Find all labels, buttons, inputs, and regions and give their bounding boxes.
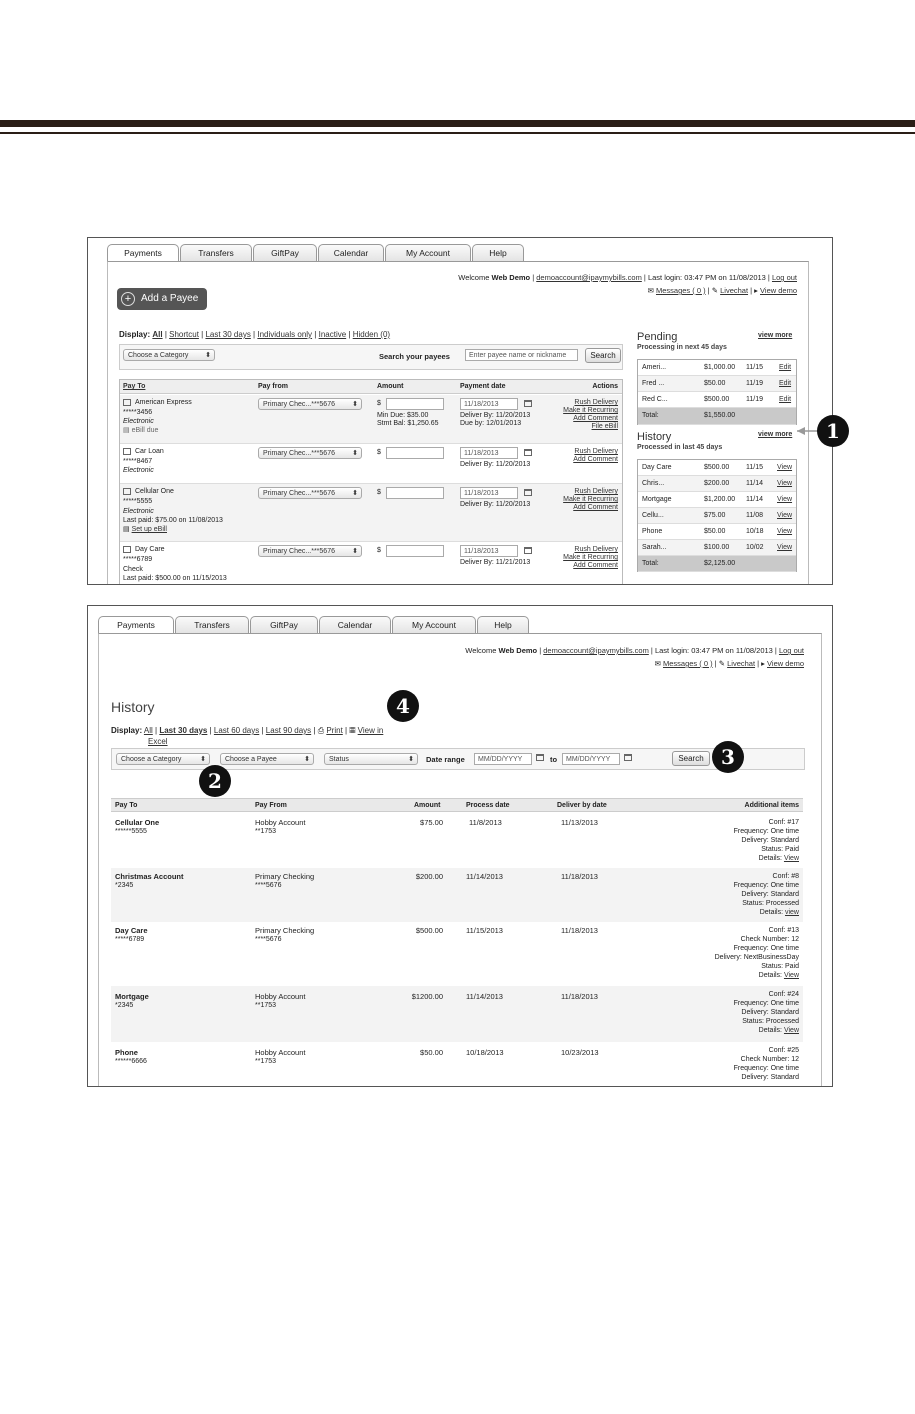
- payees-table: [119, 379, 623, 585]
- min-due: Min Due: $35.00: [377, 412, 429, 419]
- history-row: Cellu... $75.00 11/08 View: [638, 508, 796, 524]
- additional-items: Conf: #24 Frequency: One time Delivery: Standard Status: Processed Details: View: [733, 991, 799, 1034]
- calendar-icon[interactable]: [524, 489, 532, 496]
- amount-currency: $: [377, 489, 381, 496]
- history-row: [111, 868, 803, 922]
- payments-screenshot: [87, 237, 833, 585]
- pay-from-number: **1753: [255, 1002, 277, 1009]
- col-pay-to[interactable]: Pay To: [123, 383, 146, 390]
- pending-row: Ameri... $1,000.00 11/15 Edit: [638, 360, 796, 376]
- logout-link[interactable]: Log out: [771, 273, 797, 282]
- edit-link[interactable]: Edit: [779, 380, 792, 387]
- filter-last-90-days[interactable]: Last 90 days: [265, 726, 312, 735]
- make-recurring-link[interactable]: Make it Recurring: [563, 407, 618, 414]
- pending-row: Fred ... $50.00 11/19 Edit: [638, 376, 796, 392]
- payment-date-input[interactable]: 11/18/2013: [460, 447, 518, 459]
- messages-link[interactable]: Messages ( 0 ): [662, 659, 713, 668]
- callout-2: 2: [199, 765, 231, 797]
- view-link[interactable]: View: [777, 512, 793, 519]
- tab-payments[interactable]: Payments: [98, 616, 174, 633]
- pay-from-number: **1753: [255, 1058, 277, 1065]
- payee-name: Phone: [115, 1048, 138, 1057]
- pay-from-account: Hobby Account: [255, 818, 306, 827]
- details-view-link[interactable]: View: [783, 1027, 799, 1034]
- statement-balance: Stmt Bal: $1,250.65: [377, 420, 439, 427]
- col-amount: Amount: [377, 383, 404, 390]
- pending-subtitle: Processing in next 45 days: [637, 344, 727, 351]
- date-to-input[interactable]: MM/DD/YYYY: [562, 753, 620, 765]
- col-amount: Amount: [414, 802, 441, 809]
- payee-row: [120, 444, 622, 484]
- pay-from-number: **1753: [255, 828, 277, 835]
- payee-search-input[interactable]: Enter payee name or nickname: [465, 349, 578, 361]
- payee-name-link[interactable]: Cellular One: [135, 488, 174, 495]
- add-comment-link[interactable]: Add Comment: [573, 456, 618, 463]
- last-login-value: 03:47 PM on 11/08/2013: [684, 273, 766, 282]
- status-select[interactable]: Status ⬍: [324, 753, 418, 765]
- additional-items: Conf: #8 Frequency: One time Delivery: Standard Status: Processed Details: view: [733, 873, 799, 916]
- amount-input[interactable]: [386, 398, 444, 410]
- messages-link[interactable]: Messages ( 0 ): [655, 286, 706, 295]
- rush-delivery-link[interactable]: Rush Delivery: [574, 448, 618, 455]
- to-label: to: [550, 755, 558, 764]
- pay-from-number: ****5676: [255, 936, 282, 943]
- deliver-by: Deliver By: 11/20/2013: [460, 501, 531, 508]
- history-row: [111, 986, 803, 1042]
- print-link[interactable]: Print: [326, 726, 343, 735]
- welcome-text: Welcome: [458, 273, 490, 282]
- deliver-date: 11/18/2013: [561, 926, 598, 935]
- welcome-bar: Welcome Web Demo | demoaccount@ipaymybills.com | Last login: 03:47 PM on 11/08/2013 | Log out: [465, 646, 804, 655]
- last-login-label: Last login:: [647, 273, 683, 282]
- view-link[interactable]: View: [777, 528, 793, 535]
- add-comment-link[interactable]: Add Comment: [573, 415, 618, 422]
- search-button[interactable]: Search: [672, 751, 710, 766]
- view-demo-link[interactable]: View demo: [767, 659, 804, 668]
- additional-items: Conf: #25 Check Number: 12 Frequency: One time Delivery: Standard: [733, 1047, 799, 1081]
- welcome-text: Welcome: [465, 646, 497, 655]
- pending-total-row: Total: $1,550.00: [638, 408, 796, 425]
- payee-account: *****8467: [123, 458, 153, 465]
- date-from-input[interactable]: MM/DD/YYYY: [474, 753, 532, 765]
- tab-transfers[interactable]: Transfers: [180, 244, 252, 261]
- view-link[interactable]: View: [777, 480, 793, 487]
- history-row: [111, 814, 803, 868]
- user-name: Web Demo: [491, 273, 531, 282]
- pending-list: [637, 359, 797, 425]
- rush-delivery-link[interactable]: Rush Delivery: [574, 546, 618, 553]
- history-row: Chris... $200.00 11/14 View: [638, 476, 796, 492]
- col-pay-to: Pay To: [115, 802, 138, 809]
- date-range-label: Date range: [426, 755, 465, 764]
- payee-name: Cellular One: [115, 818, 160, 827]
- last-login-label: Last login:: [654, 646, 690, 655]
- logout-link[interactable]: Log out: [778, 646, 804, 655]
- history-display-filters: Display: All | Last 30 days | Last 60 days | Last 90 days | ⎙ Print | ▦ View in: [111, 726, 384, 735]
- tab-help[interactable]: Help: [477, 616, 529, 633]
- play-icon: ▸: [761, 659, 765, 668]
- tab-giftpay[interactable]: GiftPay: [253, 244, 317, 261]
- filter-last-60-days[interactable]: Last 60 days: [213, 726, 260, 735]
- payee-name-link[interactable]: Day Care: [135, 546, 165, 553]
- plus-icon: +: [121, 292, 135, 306]
- pay-from-number: ****5676: [255, 882, 282, 889]
- chat-icon: ✎: [711, 286, 719, 295]
- utility-links: ✉ Messages ( 0 ) | ✎ Livechat | ▸ View demo: [654, 659, 804, 668]
- tab-bar: [98, 616, 530, 633]
- details-view-link[interactable]: View: [783, 855, 799, 862]
- col-pay-from: Pay From: [255, 802, 287, 809]
- payment-amount: $50.00: [420, 1048, 443, 1057]
- payment-date-input[interactable]: 11/18/2013: [460, 545, 518, 557]
- filter-hidden[interactable]: Hidden (0): [352, 330, 391, 339]
- payee-type: Electronic: [123, 418, 154, 425]
- history-row: Sarah... $100.00 10/02 View: [638, 540, 796, 556]
- pay-from-select[interactable]: Primary Chec...***5676 ⬍: [258, 398, 362, 410]
- view-demo-link[interactable]: View demo: [760, 286, 797, 295]
- utility-links: ✉ Messages ( 0 ) | ✎ Livechat | ▸ View demo: [647, 286, 797, 295]
- payee-row: [120, 542, 622, 585]
- payment-amount: $200.00: [415, 872, 443, 881]
- payee-row: [120, 395, 622, 444]
- payee-name-link[interactable]: American Express: [135, 399, 192, 406]
- payee-account: *****6789: [115, 936, 145, 943]
- calendar-icon[interactable]: [524, 400, 532, 407]
- pending-title: Pending: [637, 331, 678, 343]
- deliver-date: 10/23/2013: [561, 1048, 599, 1057]
- ebill-due: eBill due: [131, 427, 159, 434]
- filter-shortcut[interactable]: Shortcut: [169, 330, 199, 339]
- header-rule-thin: [0, 132, 915, 134]
- add-payee-label: Add a Payee: [141, 293, 199, 304]
- process-date: 10/18/2013: [466, 1048, 504, 1057]
- category-select[interactable]: Choose a Category ⬍: [116, 753, 210, 765]
- filter-last-30-days[interactable]: Last 30 days: [159, 726, 208, 735]
- welcome-bar: Welcome Web Demo | demoaccount@ipaymybills.com | Last login: 03:47 PM on 11/08/2013 | Log out: [458, 273, 797, 282]
- callout-4: 4: [387, 690, 419, 722]
- pending-row: Red C... $500.00 11/19 Edit: [638, 392, 796, 408]
- collapse-icon[interactable]: [123, 399, 131, 406]
- tab-bar: [107, 244, 525, 261]
- col-pay-from: Pay from: [258, 383, 288, 390]
- filter-individuals-only[interactable]: Individuals only: [257, 330, 313, 339]
- email-link[interactable]: demoaccount@ipaymybills.com: [543, 646, 649, 655]
- pending-view-more-link[interactable]: view more: [758, 332, 793, 339]
- search-button[interactable]: Search: [585, 348, 621, 363]
- callout-3: 3: [712, 741, 744, 773]
- calendar-icon[interactable]: [524, 449, 532, 456]
- edit-link[interactable]: Edit: [779, 396, 792, 403]
- payee-account: *2345: [115, 1002, 134, 1009]
- history-total-row: Total: $2,125.00: [638, 556, 796, 572]
- history-list: [637, 459, 797, 572]
- payment-amount: $75.00: [420, 818, 443, 827]
- pay-from-account: Primary Checking: [255, 872, 315, 881]
- add-comment-link[interactable]: Add Comment: [573, 504, 618, 511]
- payee-account: *2345: [115, 882, 134, 889]
- process-date: 11/8/2013: [469, 818, 502, 827]
- display-label: Display:: [111, 726, 143, 735]
- payee-account: *****6789: [123, 556, 153, 563]
- payee-name-link[interactable]: Car Loan: [135, 448, 164, 455]
- file-ebill-link[interactable]: File eBill: [591, 423, 618, 430]
- search-payees-label: Search your payees: [379, 352, 450, 361]
- envelope-icon: ✉: [647, 286, 654, 295]
- make-recurring-link[interactable]: Make it Recurring: [563, 554, 618, 561]
- tab-payments[interactable]: Payments: [107, 244, 179, 261]
- payment-amount: $500.00: [415, 926, 443, 935]
- calendar-icon[interactable]: [624, 754, 632, 761]
- view-in-excel-link[interactable]: View in: [357, 726, 384, 735]
- payee-name: Day Care: [115, 926, 148, 935]
- payee-name: Christmas Account: [115, 872, 184, 881]
- printer-icon: ⎙: [317, 726, 325, 735]
- payee-type: Check: [123, 566, 143, 573]
- collapse-icon[interactable]: [123, 448, 131, 455]
- payment-date-input[interactable]: 11/18/2013: [460, 398, 518, 410]
- display-label: Display:: [119, 330, 151, 339]
- pay-from-select[interactable]: Primary Chec...***5676 ⬍: [258, 545, 362, 557]
- tab-my-account[interactable]: My Account: [392, 616, 476, 633]
- calendar-icon[interactable]: [536, 754, 544, 761]
- deliver-by: Deliver By: 11/20/2013: [460, 412, 531, 419]
- last-login-value: 03:47 PM on 11/08/2013: [691, 646, 773, 655]
- document-icon: ▤: [123, 427, 130, 434]
- pay-from-account: Primary Checking: [255, 926, 315, 935]
- setup-ebill-link[interactable]: Set up eBill: [131, 526, 167, 533]
- deliver-date: 11/18/2013: [561, 872, 598, 881]
- play-icon: ▸: [754, 286, 758, 295]
- collapse-icon[interactable]: [123, 546, 131, 553]
- history-title: History: [637, 431, 672, 443]
- history-screenshot: [87, 605, 833, 1087]
- tab-calendar[interactable]: Calendar: [319, 616, 391, 633]
- category-select[interactable]: Choose a Category ⬍: [123, 349, 215, 361]
- add-comment-link[interactable]: Add Comment: [573, 562, 618, 569]
- pay-from-account: Hobby Account: [255, 1048, 306, 1057]
- amount-currency: $: [377, 400, 381, 407]
- history-row: [111, 922, 803, 986]
- last-paid: Last paid: $500.00 on 11/15/2013: [123, 575, 227, 582]
- amount-currency: $: [377, 547, 381, 554]
- amount-currency: $: [377, 449, 381, 456]
- col-payment-date: Payment date: [460, 383, 506, 390]
- select-arrows-icon: ⬍: [205, 352, 211, 359]
- deliver-date: 11/18/2013: [561, 992, 598, 1001]
- payment-date-input[interactable]: 11/18/2013: [460, 487, 518, 499]
- tab-calendar[interactable]: Calendar: [318, 244, 384, 261]
- history-row: Mortgage $1,200.00 11/14 View: [638, 492, 796, 508]
- livechat-link[interactable]: Livechat: [720, 286, 749, 295]
- callout-1: 1: [817, 415, 849, 447]
- rush-delivery-link[interactable]: Rush Delivery: [574, 488, 618, 495]
- envelope-icon: ✉: [654, 659, 661, 668]
- tab-transfers[interactable]: Transfers: [175, 616, 249, 633]
- view-link[interactable]: View: [777, 496, 793, 503]
- payee-account: ******5555: [115, 828, 147, 835]
- tab-my-account[interactable]: My Account: [385, 244, 471, 261]
- document-icon: ▤: [123, 526, 130, 533]
- col-additional-items: Additional items: [744, 802, 799, 809]
- edit-link[interactable]: Edit: [779, 364, 792, 371]
- col-deliver-by-date: Deliver by date: [557, 802, 607, 809]
- col-process-date: Process date: [466, 802, 510, 809]
- payees-table-header: [120, 380, 622, 394]
- amount-input[interactable]: [386, 447, 444, 459]
- collapse-icon[interactable]: [123, 488, 131, 495]
- payee-account: *****3456: [123, 409, 153, 416]
- deliver-by: Deliver By: 11/20/2013: [460, 461, 531, 468]
- history-view-more-link[interactable]: view more: [758, 431, 793, 438]
- process-date: 11/14/2013: [466, 992, 503, 1001]
- add-payee-button[interactable]: [117, 288, 207, 310]
- payee-account: ******6666: [115, 1058, 147, 1065]
- filter-all[interactable]: All: [152, 330, 163, 339]
- rush-delivery-link[interactable]: Rush Delivery: [574, 399, 618, 406]
- history-row: [111, 1042, 803, 1087]
- process-date: 11/15/2013: [466, 926, 503, 935]
- user-name: Web Demo: [498, 646, 538, 655]
- amount-input[interactable]: [386, 545, 444, 557]
- last-paid: Last paid: $75.00 on 11/08/2013: [123, 517, 223, 524]
- filter-last-30-days[interactable]: Last 30 days: [205, 330, 251, 339]
- livechat-link[interactable]: Livechat: [727, 659, 756, 668]
- payee-name: Mortgage: [115, 992, 149, 1001]
- display-filters: Display: All | Shortcut | Last 30 days | Individuals only | Inactive | Hidden (0): [119, 330, 391, 339]
- due-by: Due by: 12/01/2013: [460, 420, 522, 427]
- deliver-by: Deliver By: 11/21/2013: [460, 559, 531, 566]
- tab-giftpay[interactable]: GiftPay: [250, 616, 318, 633]
- payee-select[interactable]: Choose a Payee ⬍: [220, 753, 314, 765]
- pay-from-account: Hobby Account: [255, 992, 306, 1001]
- pay-from-select[interactable]: Primary Chec...***5676 ⬍: [258, 447, 362, 459]
- payee-row: [120, 484, 622, 542]
- pay-from-select[interactable]: Primary Chec...***5676 ⬍: [258, 487, 362, 499]
- deliver-date: 11/13/2013: [561, 818, 598, 827]
- spreadsheet-icon: ▦: [349, 726, 356, 735]
- calendar-icon[interactable]: [524, 547, 532, 554]
- history-row: Phone $50.00 10/18 View: [638, 524, 796, 540]
- payee-type: Electronic: [123, 467, 154, 474]
- view-in-excel-link-2[interactable]: Excel: [148, 737, 168, 746]
- view-link[interactable]: View: [777, 464, 793, 471]
- history-table-header: [111, 798, 803, 812]
- make-recurring-link[interactable]: Make it Recurring: [563, 496, 618, 503]
- chat-icon: ✎: [718, 659, 726, 668]
- payment-amount: $1200.00: [411, 992, 443, 1001]
- page-title: History: [111, 699, 155, 715]
- filter-inactive[interactable]: Inactive: [318, 330, 347, 339]
- col-actions: Actions: [592, 383, 618, 390]
- payee-type: Electronic: [123, 508, 154, 515]
- header-rule-thick: [0, 120, 915, 127]
- payee-account: *****5555: [123, 498, 153, 505]
- amount-input[interactable]: [386, 487, 444, 499]
- history-row: Day Care $500.00 11/15 View: [638, 460, 796, 476]
- details-view-link[interactable]: view: [784, 909, 799, 916]
- additional-items: Conf: #17 Frequency: One time Delivery: Standard Status: Paid Details: View: [733, 819, 799, 862]
- details-view-link[interactable]: View: [783, 972, 799, 979]
- filter-all[interactable]: All: [143, 726, 153, 735]
- email-link[interactable]: demoaccount@ipaymybills.com: [536, 273, 642, 282]
- tab-help[interactable]: Help: [472, 244, 524, 261]
- additional-items: Conf: #13 Check Number: 12 Frequency: One time Delivery: NextBusinessDay Status: Paid Details: View: [714, 927, 799, 979]
- view-link[interactable]: View: [777, 544, 793, 551]
- history-subtitle: Processed in last 45 days: [637, 444, 723, 451]
- process-date: 11/14/2013: [466, 872, 503, 881]
